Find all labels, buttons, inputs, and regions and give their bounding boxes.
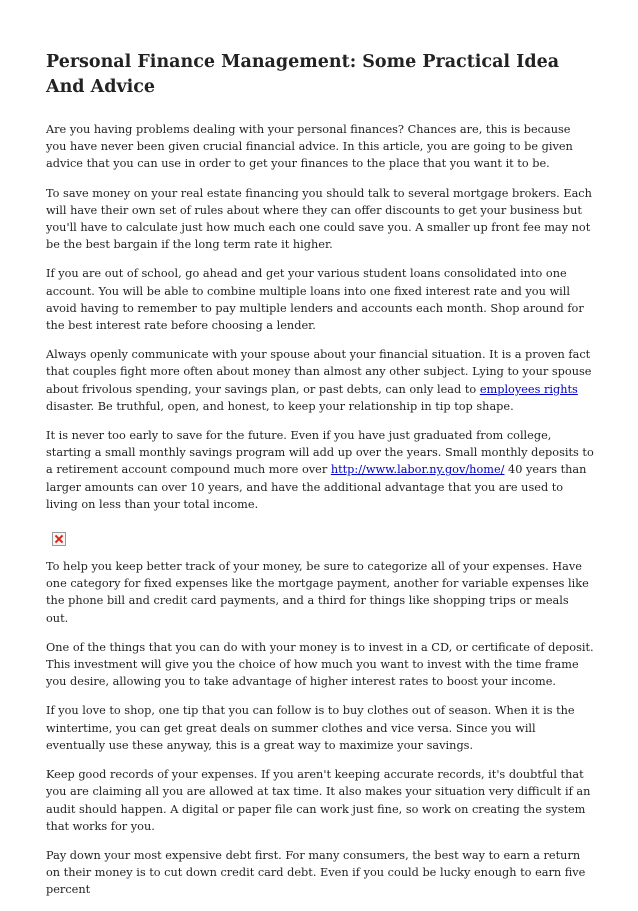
paragraph-intro: Are you having problems dealing with your personal finances? Chances are, this is because you have never been given crucial financial advice. In this article, you are going to be given advice that you can use in order to get your finances to the place that you want it to be. [46,123,573,171]
labor-ny-link[interactable]: http://www.labor.ny.gov/home/ [330,463,505,477]
paragraph-certificate-of-deposit: One of the things that you can do with your money is to invest in a CD, or certificate of deposit. This investment will give you the choice of how much you want to invest with the time frame you desire, allowing you to take advantage of higher interest rates to boost your income. [46,640,594,689]
paragraph-out-of-season: If you love to shop, one tip that you can follow is to buy clothes out of season. When it is the wintertime, you can get great deals on summer clothes and vice versa. Since you will eventually use these anyway, this is a great way to maximize your savings. [46,704,575,752]
document-title: Personal Finance Management: Some Practical Idea And Advice [46,52,560,97]
paragraph-mortgage-brokers: To save money on your real estate financing you should talk to several mortgage brokers. Each will have their own set of rules about where they can offer discounts to get your business but you'll have to calculate just how much each one could save you. A smaller up front fee may not be the best bargain if the long term rate it higher. [46,186,592,252]
broken-image-icon [52,532,66,546]
paragraph-text: disaster. Be truthful, open, and honest, to keep your relationship in tip top shape. [46,399,514,413]
employees-rights-link[interactable]: employees rights [479,382,578,396]
paragraph-text: 40 years than larger amounts can over 10 years, and have the additional advantage that you are used to living on less than your total income. [46,463,587,511]
paragraph-spouse-communication [46,346,594,415]
paragraph-records: Keep good records of your expenses. If you aren't keeping accurate records, it's doubtful that you are claiming all you are allowed at tax time. It also makes your situation very difficult if an audit should happen. A digital or paper file can work just fine, so work on creating the system that works for you. [46,768,591,833]
paragraph-text: Always openly communicate with your spouse about your financial situation. It is a proven fact that couples fight more often about money than almost any other subject. Lying to your spouse about frivolous spending, your savings plan, or past debts, can only lead to [46,348,592,396]
document-page [46,50,594,911]
paragraph-student-loans: If you are out of school, go ahead and get your various student loans consolidated into one account. You will be able to combine multiple loans into one fixed interest rate and you will avoid having to remember to pay multiple lenders and accounts each month. Shop around for the best interest rate before choosing a lender. [46,267,584,333]
paragraph-text: It is never too early to save for the future. Even if you have just graduated from college, starting a small monthly savings program will add up over the years. Small monthly deposits to a retirement account compound much more over [46,429,594,477]
paragraph-save-early [46,427,594,513]
paragraph-expensive-debt: Pay down your most expensive debt first. For many consumers, the best way to earn a return on their money is to cut down credit card debt. Even if you could be lucky enough to earn five percent [46,848,586,897]
paragraph-categorize-expenses: To help you keep better track of your money, be sure to categorize all of your expenses. Have one category for fixed expenses like the mortgage payment, another for variable expenses like the phone bill and credit card payments, and a third for things like shopping trips or meals out. [46,560,589,625]
